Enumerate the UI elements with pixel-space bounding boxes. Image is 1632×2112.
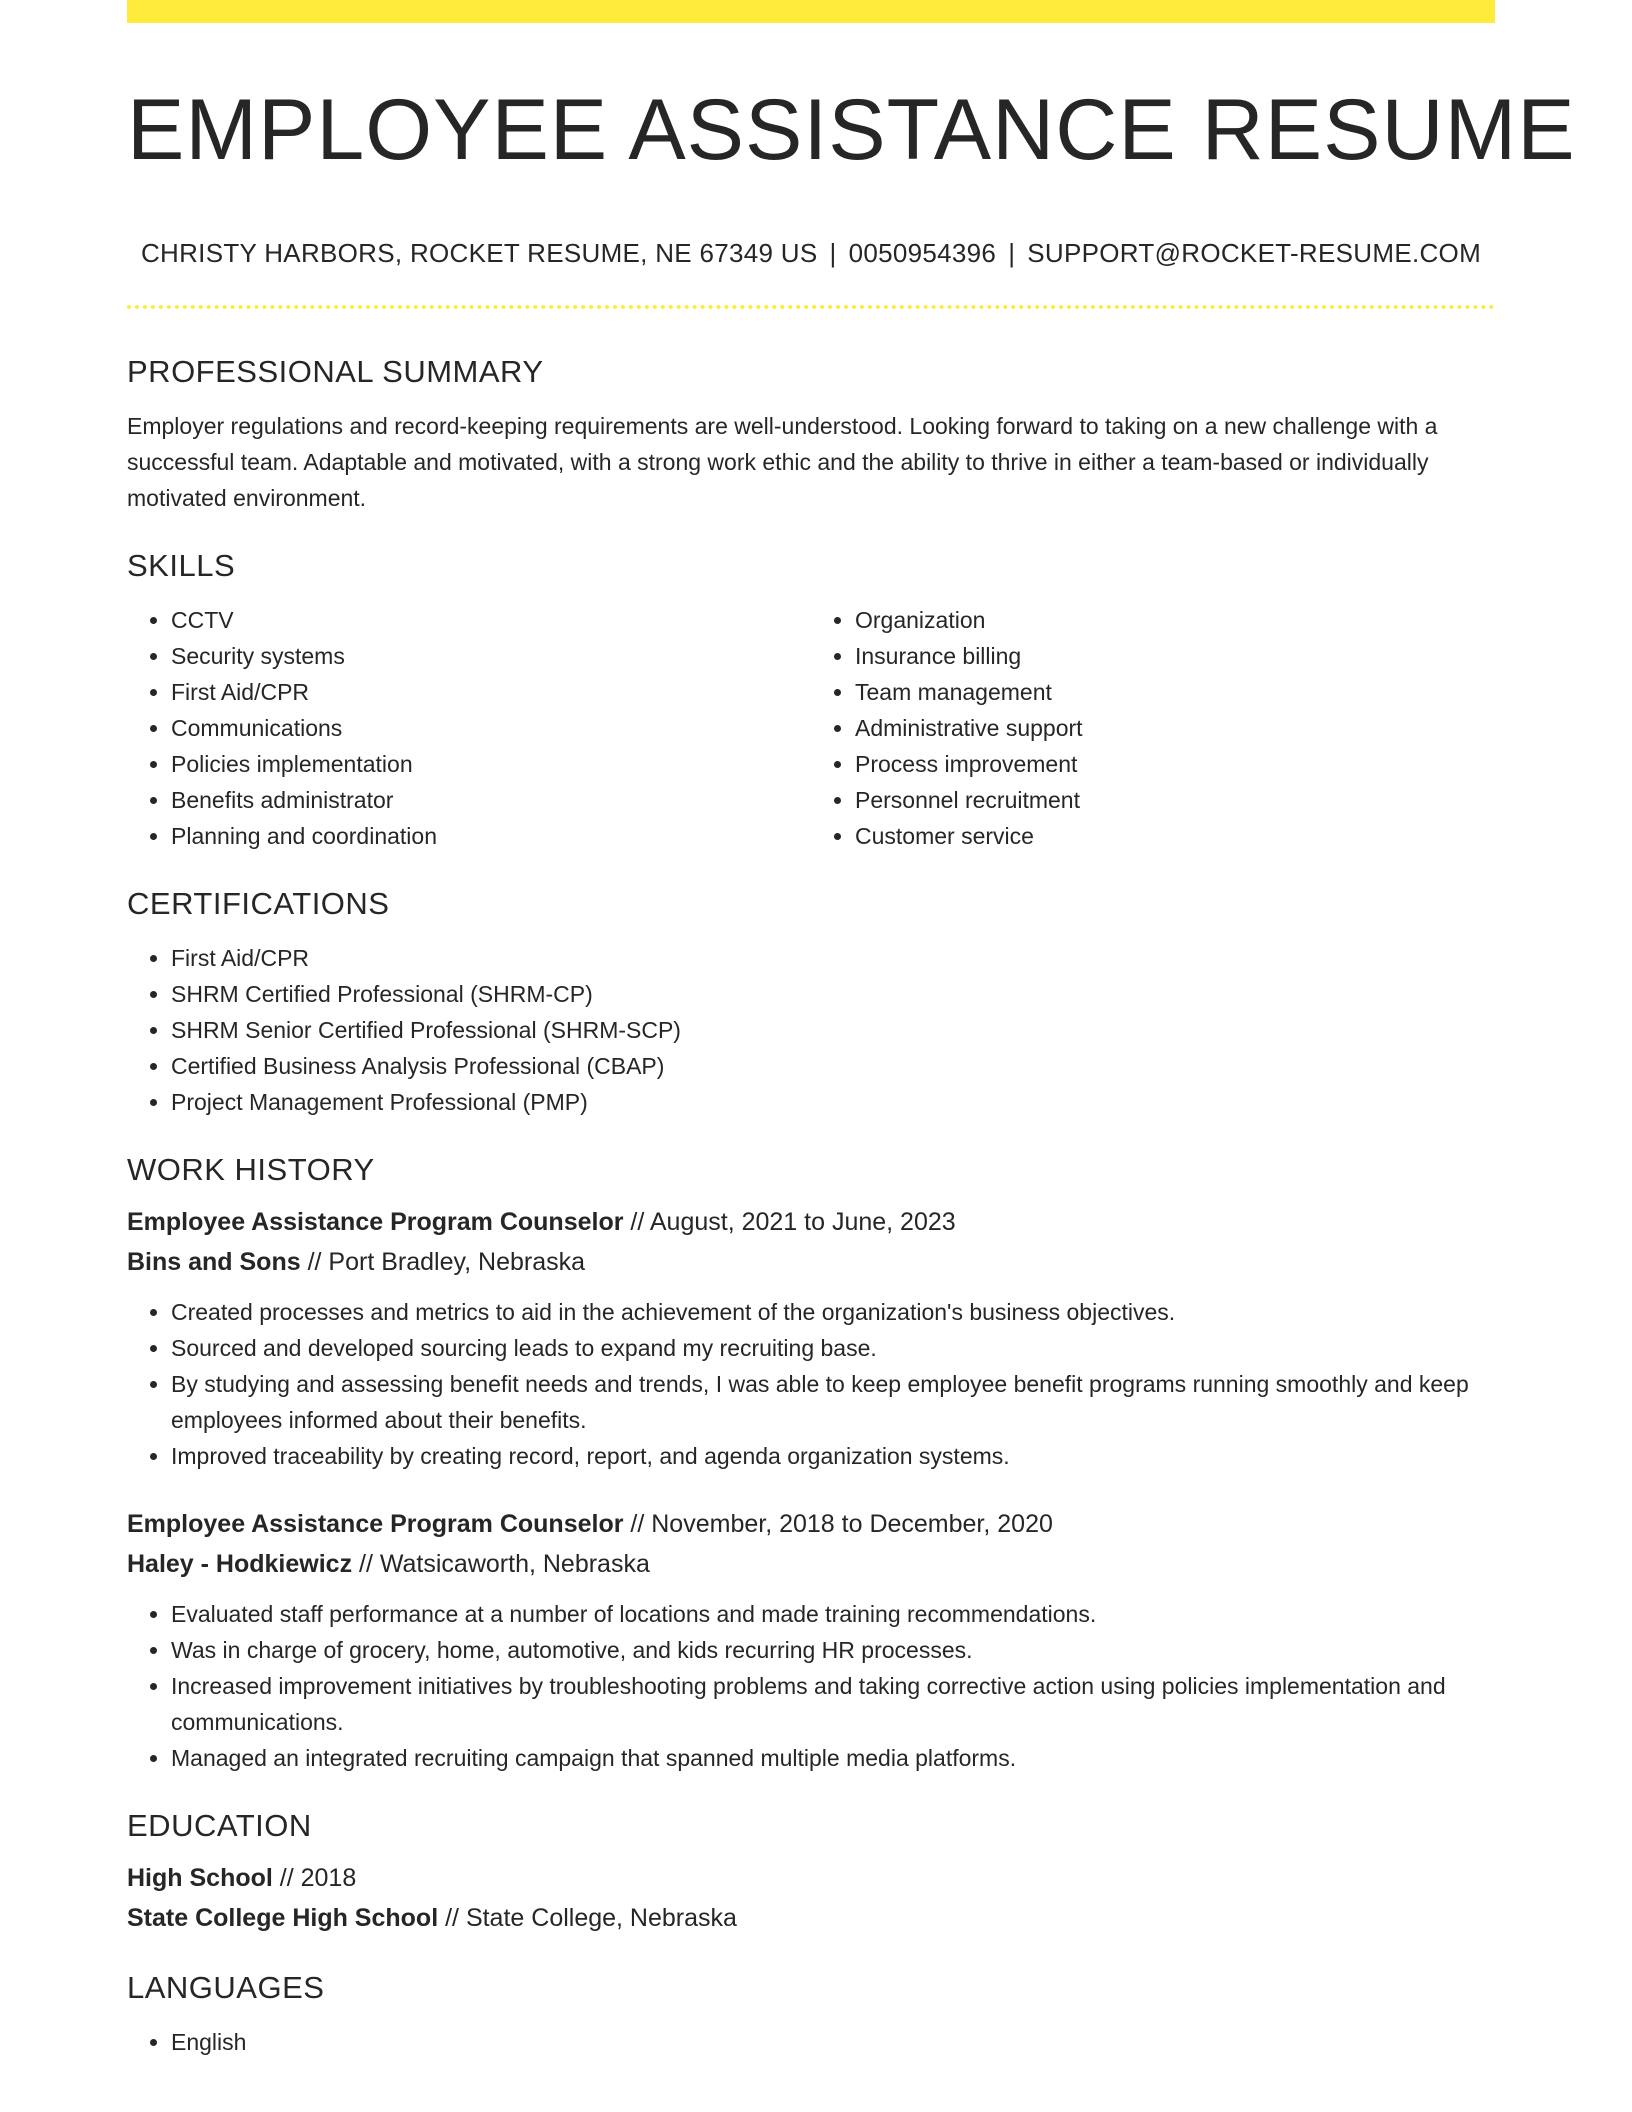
job-dates: // November, 2018 to December, 2020 xyxy=(623,1510,1053,1538)
education-school-line xyxy=(127,1898,1495,1938)
language-item: • English xyxy=(171,2024,1495,2060)
section-heading-education: EDUCATION xyxy=(127,1808,312,1843)
section-heading-work-history: WORK HISTORY xyxy=(127,1152,375,1187)
job-bullet: • Was in charge of grocery, home, automotive, and kids recurring HR processes. xyxy=(171,1632,1495,1668)
job-entry xyxy=(127,1504,1495,1776)
contact-separator: | xyxy=(1008,238,1016,268)
job-bullet: • Sourced and developed sourcing leads to expand my recruiting base. xyxy=(171,1330,1495,1366)
certifications-list xyxy=(127,940,1495,1120)
job-company: Bins and Sons xyxy=(127,1248,301,1276)
skills-columns xyxy=(127,602,1495,854)
certification-item: • First Aid/CPR xyxy=(171,940,1495,976)
contact-line xyxy=(127,236,1495,270)
education-school: State College High School xyxy=(127,1904,439,1932)
section-heading-summary: PROFESSIONAL SUMMARY xyxy=(127,354,544,389)
job-company-line xyxy=(127,1544,1495,1584)
skill-item: • Benefits administrator xyxy=(171,782,811,818)
job-title: Employee Assistance Program Counselor xyxy=(127,1208,624,1236)
job-location: // Watsicaworth, Nebraska xyxy=(352,1550,650,1578)
job-bullet: • Managed an integrated recruiting campaign that spanned multiple media platforms. xyxy=(171,1740,1495,1776)
job-dates: // August, 2021 to June, 2023 xyxy=(623,1208,956,1236)
languages-section xyxy=(127,1966,1495,2060)
job-bullet: • Improved traceability by creating record, report, and agenda organization systems. xyxy=(171,1438,1495,1474)
contact-address: CHRISTY HARBORS, ROCKET RESUME, NE 67349 US xyxy=(140,238,818,268)
job-entry xyxy=(127,1202,1495,1474)
summary-text: Employer regulations and record-keeping requirements are well-understood. Looking forward to taking on a new challenge with a successful team. Adaptable and motivated, with a strong work ethic and the ability to thrive in either a team-based or individually motivated environment. xyxy=(127,413,1438,511)
resume-title: EMPLOYEE ASSISTANCE RESUME xyxy=(127,82,1576,178)
job-location: // Port Bradley, Nebraska xyxy=(300,1248,586,1276)
education-degree-line xyxy=(127,1858,1495,1898)
contact-email: SUPPORT@ROCKET-RESUME.COM xyxy=(1027,238,1482,268)
accent-top-bar xyxy=(127,0,1495,23)
job-title-line xyxy=(127,1504,1495,1544)
section-heading-certifications: CERTIFICATIONS xyxy=(127,886,390,921)
languages-list xyxy=(127,2024,1495,2060)
certification-item: • SHRM Certified Professional (SHRM-CP) xyxy=(171,976,1495,1012)
section-heading-skills: SKILLS xyxy=(127,548,236,583)
job-bullet: • Increased improvement initiatives by troubleshooting problems and taking corrective action using policies implementation and communications. xyxy=(171,1668,1495,1740)
certifications-section xyxy=(127,882,1495,1120)
skill-item: • Administrative support xyxy=(855,710,1495,746)
skills-list-left xyxy=(127,602,811,854)
job-title: Employee Assistance Program Counselor xyxy=(127,1510,624,1538)
certification-item: • Certified Business Analysis Professional (CBAP) xyxy=(171,1048,1495,1084)
education-location: // State College, Nebraska xyxy=(438,1904,737,1932)
skill-item: • Communications xyxy=(171,710,811,746)
certification-item: • SHRM Senior Certified Professional (SHRM-SCP) xyxy=(171,1012,1495,1048)
skill-item: • Customer service xyxy=(855,818,1495,854)
job-bullets xyxy=(127,1294,1495,1474)
skill-item: • Process improvement xyxy=(855,746,1495,782)
contact-separator: | xyxy=(829,238,837,268)
certification-item: • Project Management Professional (PMP) xyxy=(171,1084,1495,1120)
skill-item: • First Aid/CPR xyxy=(171,674,811,710)
skill-item: • CCTV xyxy=(171,602,811,638)
job-company-line xyxy=(127,1242,1495,1282)
skills-list-right xyxy=(811,602,1495,854)
resume-body xyxy=(127,350,1495,2060)
skills-section xyxy=(127,544,1495,854)
contact-phone: 0050954396 xyxy=(848,238,997,268)
skill-item: • Personnel recruitment xyxy=(855,782,1495,818)
job-bullet: • By studying and assessing benefit needs and trends, I was able to keep employee benefit programs running smoothly and keep employees informed about their benefits. xyxy=(171,1366,1495,1438)
job-bullet: • Evaluated staff performance at a number of locations and made training recommendations. xyxy=(171,1596,1495,1632)
summary-section xyxy=(127,350,1495,516)
education-section xyxy=(127,1804,1495,1938)
job-bullet: • Created processes and metrics to aid in the achievement of the organization's business objectives. xyxy=(171,1294,1495,1330)
job-company: Haley - Hodkiewicz xyxy=(127,1550,353,1578)
skill-item: • Policies implementation xyxy=(171,746,811,782)
section-heading-languages: LANGUAGES xyxy=(127,1970,325,2005)
job-bullets xyxy=(127,1596,1495,1776)
work-history-section xyxy=(127,1148,1495,1776)
education-entry xyxy=(127,1858,1495,1938)
education-degree: High School xyxy=(127,1864,273,1892)
skill-item: • Security systems xyxy=(171,638,811,674)
skill-item: • Insurance billing xyxy=(855,638,1495,674)
dotted-divider xyxy=(127,305,1495,309)
skill-item: • Team management xyxy=(855,674,1495,710)
skill-item: • Organization xyxy=(855,602,1495,638)
skill-item: • Planning and coordination xyxy=(171,818,811,854)
education-year: // 2018 xyxy=(272,1864,357,1892)
job-title-line xyxy=(127,1202,1495,1242)
